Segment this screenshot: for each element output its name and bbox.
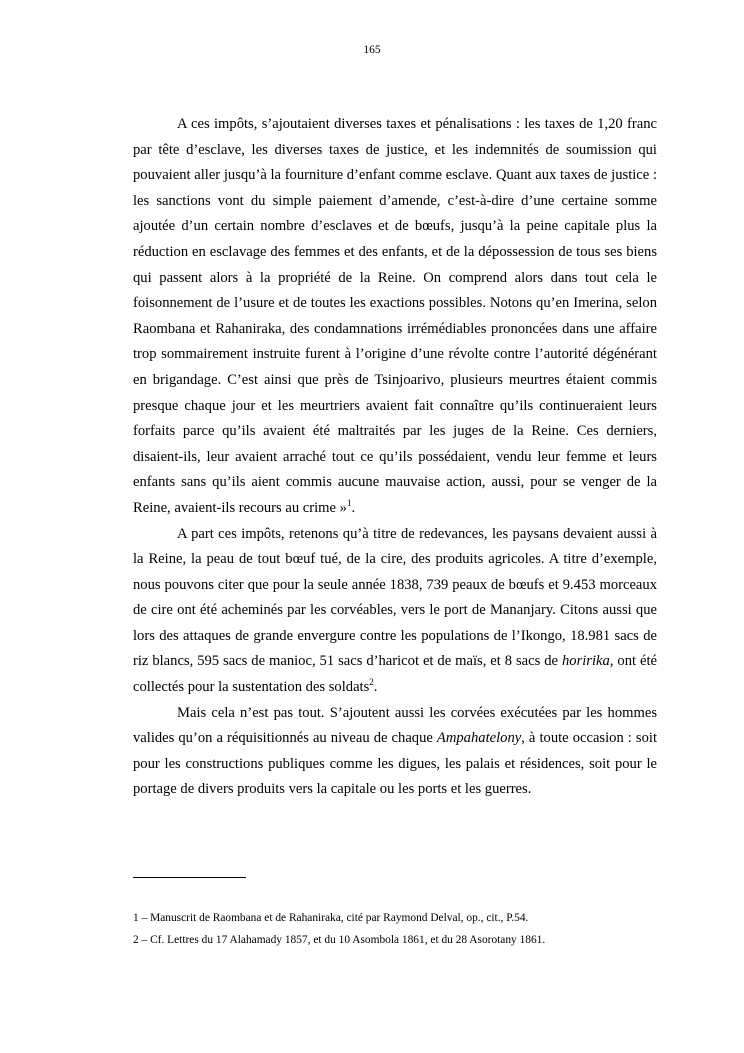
- paragraph-text: .: [351, 499, 356, 516]
- paragraph-text: .: [373, 679, 378, 696]
- italic-term: horirika: [561, 653, 610, 670]
- paragraph-text: A ces impôts, s’ajoutaient diverses taxes et pénalisations : les taxes de 1,20 franc par tête d’esclave, les diverses taxes de justice, et les indemnités de soumission qui pouvaient aller jusqu’à la fourniture d’enfant comme esclave. Quant aux taxes de justice : les sanctions vont du simple paiement d’amende, c’est-à-dire d’une certaine somme ajoutée d’un certain nombre d’esclaves et de bœufs, jusqu’à la peine capitale plus la réduction en esclavage des femmes et des enfants, et de la dépossession de tous ses biens qui passent alors à la propriété de la Reine. On comprend alors dans tout cela le foisonnement de l’usure et de toutes les exactions possibles. Notons qu’en Imerina, selon Raombana et Rahaniraka, des condamnations irrémédiables prononcées dans une affaire trop sommairement instruite furent à l’origine d’une révolte contre l’autorité dégénérant en brigandage. C’est ainsi que près de Tsinjoarivo, plusieurs meurtres étaient commis presque chaque jour et les meurtriers avaient fait connaître qu’ils continueraient leurs forfaits parce qu’ils avaient été maltraités par les juges de la Reine. Ces derniers, disaient-ils, leur avaient arraché tout ce qu’ils possédaient, vendu leur femme et leurs enfants sans qu’ils aient commis aucune mauvaise action, aussi, pour se venger de la Reine, avaient-ils recours au crime »: [133, 116, 657, 516]
- footnote-ref: 1: [346, 497, 352, 508]
- paragraph-text: Mais cela n’est pas tout. S’ajoutent aussi les corvées exécutées par les hommes valides qu’on a réquisitionnés au niveau de chaque: [133, 704, 657, 747]
- italic-term: Ampahatelony: [436, 730, 522, 747]
- paragraph-text: , ont été collectés pour la sustentation des soldats: [133, 653, 657, 696]
- paragraph-taxes: [133, 112, 657, 522]
- paragraph-text: , à toute occasion : soit pour les constructions publiques comme les digues, les palais et résidences, soit pour le portage de divers produits vers la capitale ou les ports et les guerres.: [133, 730, 657, 798]
- footnote-1: 1 – Manuscrit de Raombana et de Rahaniraka, cité par Raymond Delval, op., cit., P.54.: [133, 912, 529, 924]
- footnote-separator: [133, 877, 246, 878]
- footnotes: [133, 908, 693, 951]
- body-text: [133, 112, 657, 803]
- footnote-2: 2 – Cf. Lettres du 17 Alahamady 1857, et du 10 Asombola 1861, et du 28 Asorotany 1861.: [133, 933, 546, 946]
- page-number: 165: [363, 44, 381, 56]
- footnote-ref: 2: [369, 677, 374, 688]
- paragraph-redevances: [133, 522, 657, 701]
- paragraph-text: A part ces impôts, retenons qu’à titre de redevances, les paysans devaient aussi à la Reine, la peau de tout bœuf tué, de la cire, des produits agricoles. A titre d’exemple, nous pouvons citer que pour la seule année 1838, 739 peaux de bœufs et 9.453 morceaux de cire ont été acheminés par les corvéables, vers le port de Mananjary. Citons aussi que lors des attaques de grande envergure contre les populations de l’Ikongo, 18.981 sacs de riz blancs, 595 sacs de manioc, 51 sacs d’haricot et de maïs, et 8 sacs de: [133, 525, 657, 670]
- paragraph-corvees: [133, 701, 657, 803]
